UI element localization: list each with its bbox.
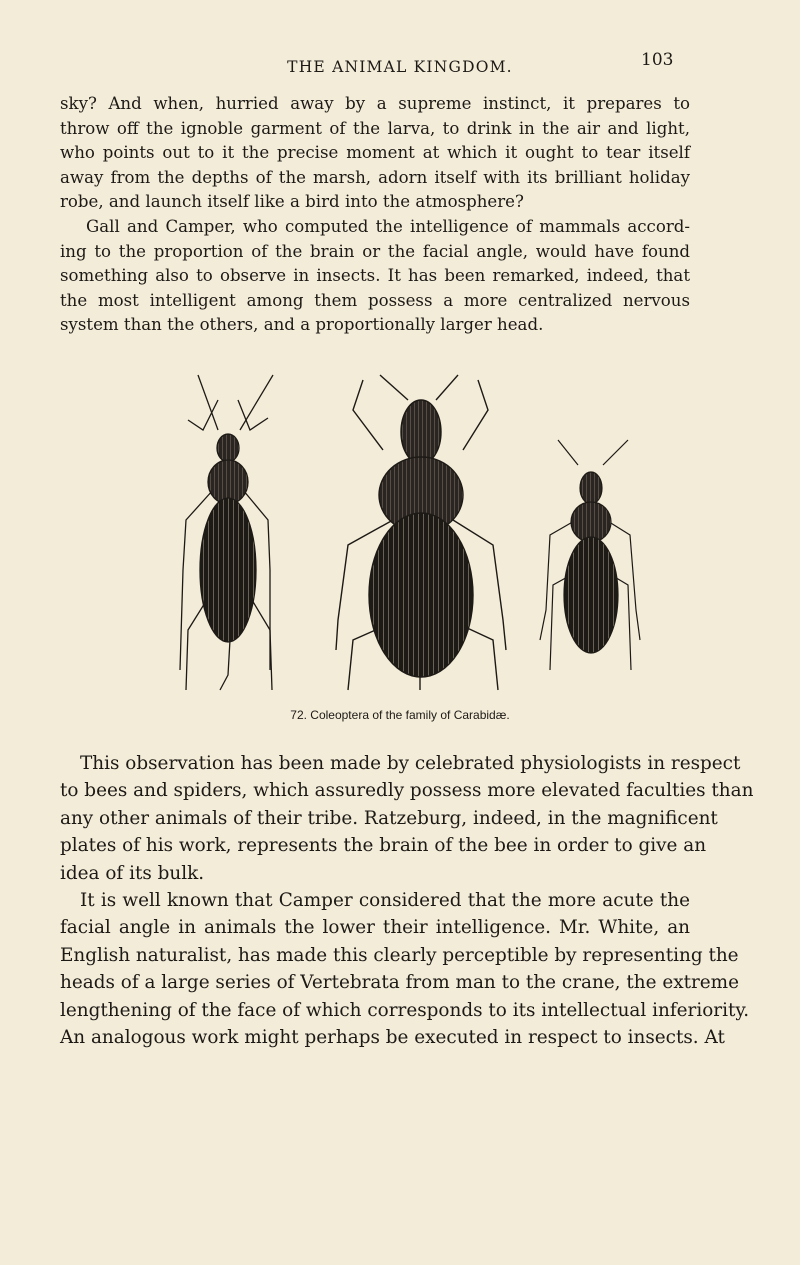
- text-line: sky? And when, hurried away by a supreme instinct, it prepares to: [60, 94, 690, 113]
- text-line: robe, and launch itself like a bird into the atmosphere?: [60, 192, 524, 212]
- text-line: any other animals of their tribe. Ratzeburg, indeed, in the magnificent: [60, 807, 718, 829]
- text-line: ing to the proportion of the brain or the facial angle, would have found: [60, 241, 690, 261]
- figure-caption: 72. Coleoptera of the family of Carabidæ.: [290, 708, 510, 722]
- text-line: facial angle in animals the lower their intelligence. Mr. White, an: [60, 917, 690, 939]
- text-line: An analogous work might perhaps be executed in respect to insects. At: [60, 1027, 725, 1049]
- text-line: lengthening of the face of which corresponds to its intellectual inferiority.: [60, 999, 750, 1021]
- text-line: system than the others, and a proportionally larger head.: [60, 315, 544, 335]
- text-line: who points out to it the precise moment at which it ought to tear itself: [60, 143, 690, 163]
- text-line: This observation has been made by celebrated physiologists in respect: [80, 753, 741, 774]
- text-line: Gall and Camper, who computed the intelligence of mammals accord-: [86, 216, 690, 236]
- beetle-illustration: [158, 370, 678, 700]
- text-line: heads of a large series of Vertebrata from man to the crane, the extreme: [60, 972, 739, 994]
- bottom-paragraphs: [60, 750, 754, 1051]
- left-beetle-icon: [180, 375, 273, 690]
- text-line: the most intelligent among them possess a more centralized nervous: [60, 290, 690, 310]
- running-head: THE ANIMAL KINGDOM.: [287, 58, 513, 76]
- text-line: plates of his work, represents the brain of the bee in order to give an: [60, 835, 707, 857]
- middle-beetle-icon: [336, 375, 506, 690]
- text-line: throw off the ignoble garment of the larva, to drink in the air and light,: [60, 118, 690, 138]
- text-line: away from the depths of the marsh, adorn itself with its brilliant holiday: [60, 167, 690, 187]
- text-line: something also to observe in insects. It has been remarked, indeed, that: [60, 266, 690, 286]
- text-line: to bees and spiders, which assuredly possess more elevated faculties than: [60, 780, 754, 802]
- right-beetle-icon: [540, 440, 640, 670]
- text-line: It is well known that Camper considered that the more acute the: [80, 890, 690, 912]
- text-line: idea of its bulk.: [60, 862, 205, 884]
- text-line: English naturalist, has made this clearly perceptible by representing the: [60, 944, 739, 966]
- top-paragraphs: [60, 92, 690, 338]
- page-number: 103: [641, 50, 674, 70]
